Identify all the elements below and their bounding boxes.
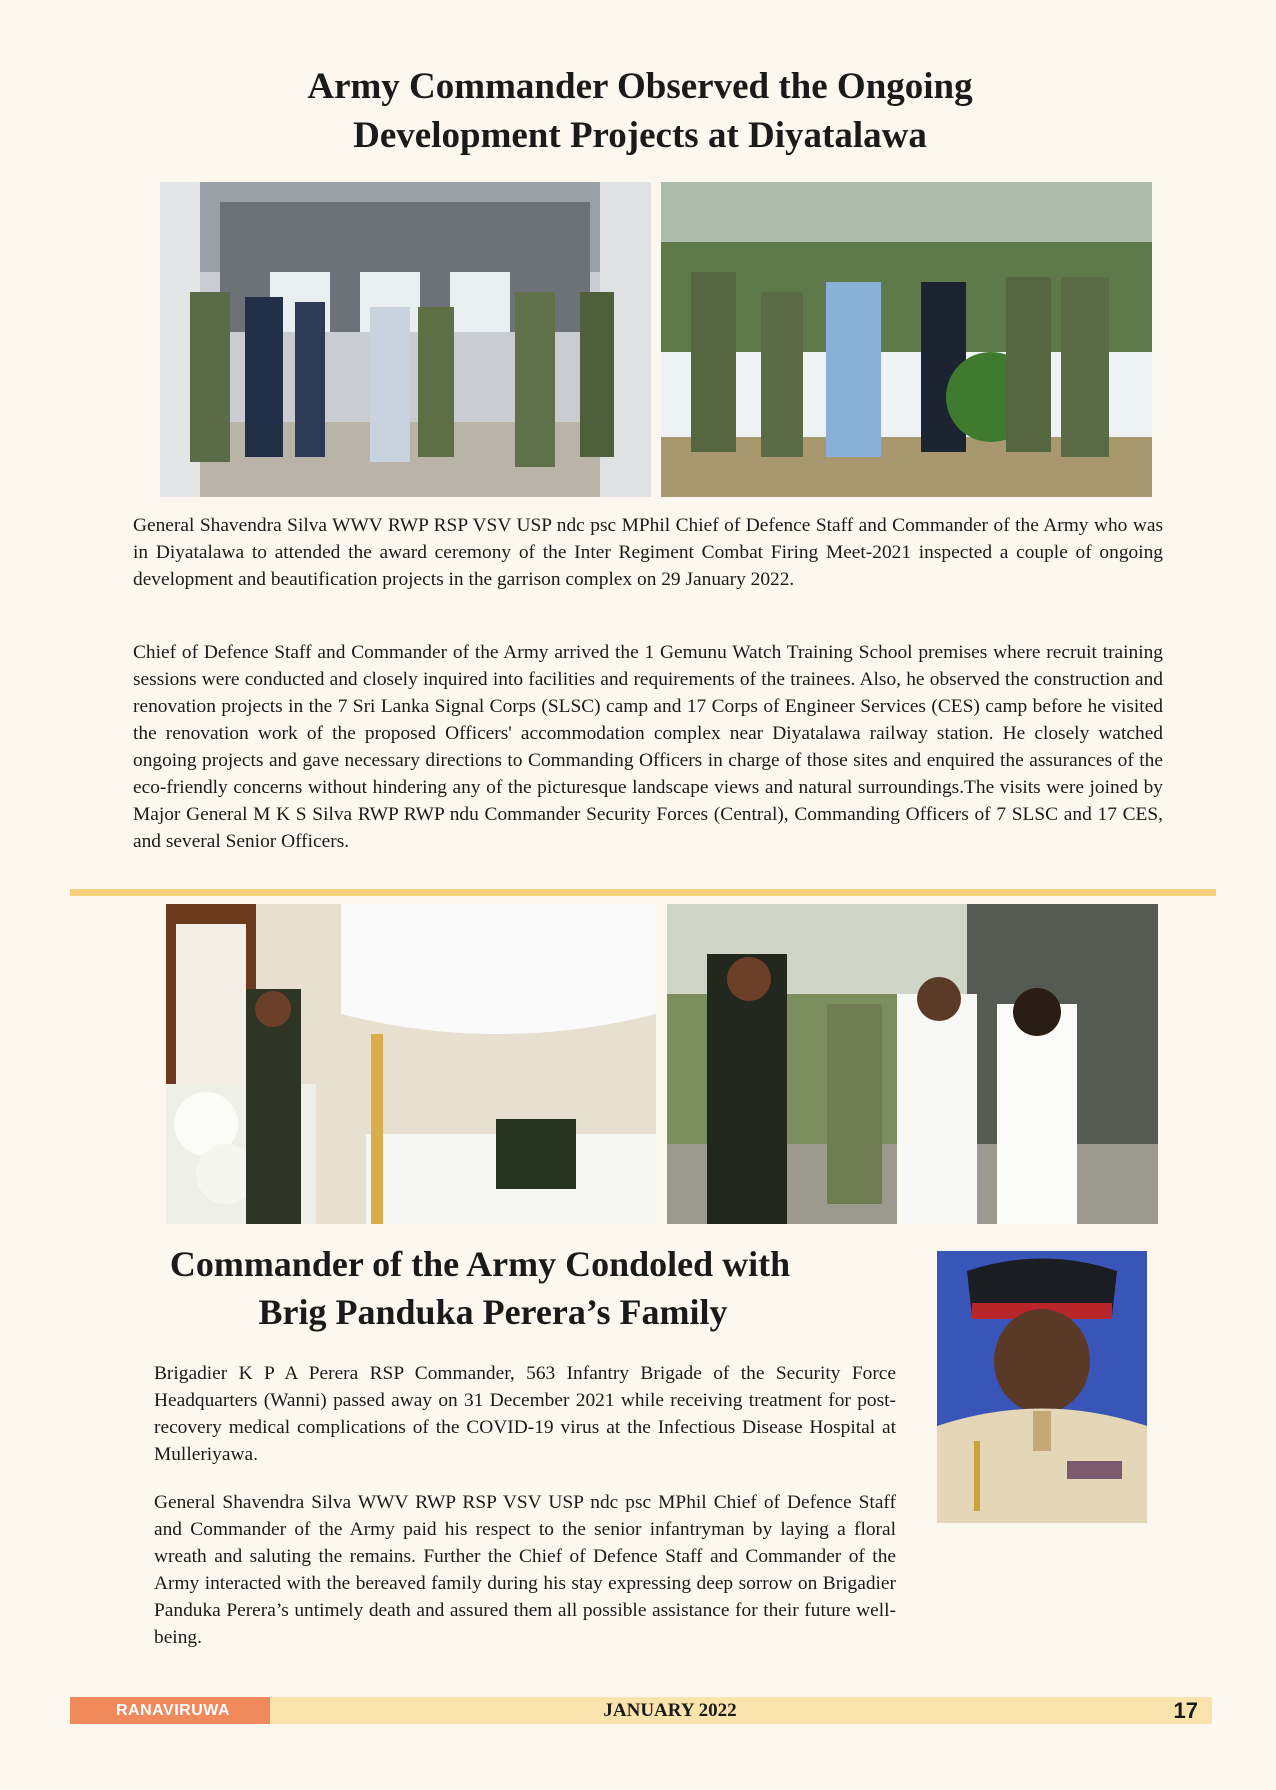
footer-brand: RANAVIRUWA	[70, 1697, 270, 1724]
photo-outdoor-group	[661, 182, 1152, 497]
portrait-brig-panduka-perera	[937, 1251, 1147, 1523]
section-divider	[70, 889, 1216, 896]
photo-salute-remains	[166, 904, 656, 1224]
article1-title-line1: Army Commander Observed the Ongoing	[307, 66, 973, 107]
photo-family-meeting	[667, 904, 1158, 1224]
article1-paragraph2: Chief of Defence Staff and Commander of the Army arrived the 1 Gemunu Watch Training School premises where recruit training sessions were conducted and closely inquired into facilities and requirements of the trainees. Also, he observed the construction and renovation projects in the 7 Sri Lanka Signal Corps (SLSC) camp and 17 Corps of Engineer Services (CES) camp before he visited the renovation work of the proposed Officers' accommodation complex near Diyatalawa railway station. He closely watched ongoing projects and gave necessary directions to Commanding Officers in charge of those sites and enquired the assurances of the eco-friendly concerns without hindering any of the picturesque landscape views and natural surroundings.The visits were joined by Major General M K S Silva RWP RWP ndu Commander Security Forces (Central), Commanding Officers of 7 SLSC and 17 CES, and several Senior Officers.	[133, 642, 1163, 852]
article2-paragraph2: General Shavendra Silva WWV RWP RSP VSV USP ndc psc MPhil Chief of Defence Staff and Commander of the Army paid his respect to the senior infantryman by laying a floral wreath and saluting the remains. Further the Chief of Defence Staff and Commander of the Army interacted with the bereaved family during his stay expressing deep sorrow on Brigadier Panduka Perera’s untimely death and assured them all possible assistance for their future well-being.	[154, 1492, 896, 1648]
article2-title-line2: Brig Panduka Perera’s Family	[258, 1292, 728, 1332]
page-footer	[70, 1697, 1212, 1724]
page-number: 17	[1173, 1698, 1198, 1723]
article1-paragraph1: General Shavendra Silva WWV RWP RSP VSV USP ndc psc MPhil Chief of Defence Staff and Commander of the Army who was in Diyatalawa to attended the award ceremony of the Inter Regiment Combat Firing Meet-2021 inspected a couple of ongoing development and beautification projects in the garrison complex on 29 January 2022.	[133, 515, 1163, 590]
article2-title-line1: Commander of the Army Condoled with	[169, 1244, 791, 1284]
footer-date: JANUARY 2022	[603, 1700, 737, 1721]
article1-title	[140, 62, 1140, 160]
article1-title-line2: Development Projects at Diyatalawa	[353, 115, 927, 156]
photo-indoor-inspection	[160, 182, 651, 497]
article2-title	[120, 1240, 840, 1336]
article2-paragraph1: Brigadier K P A Perera RSP Commander, 563 Infantry Brigade of the Security Force Headquarters (Wanni) passed away on 31 December 2021 while receiving treatment for post- recovery medical complications of the COVID-19 virus at the Infectious Disease Hospital at Mulleriyawa.	[154, 1363, 896, 1465]
